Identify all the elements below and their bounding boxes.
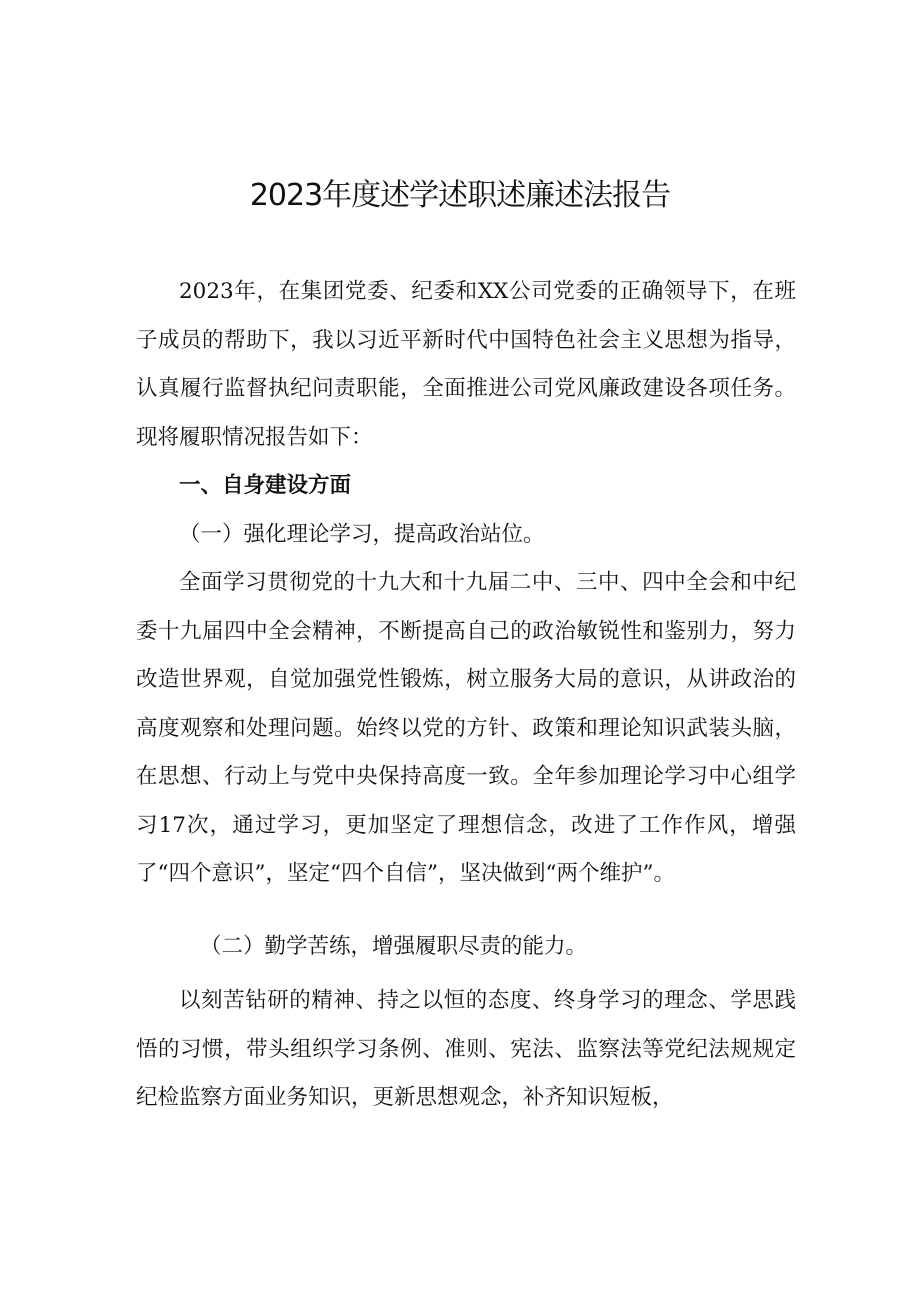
- subsection-body-theory-study: 全面学习贯彻党的十九大和十九届二中、三中、四中全会和中纪委十九届四中全会精神，不断提高自己的政治敏锐性和鉴别力，努力改造世界观，自觉加强党性锻炼，树立服务大局的意识，从讲政治的高度观察和处理问题。始终以党的方针、政策和理论知识武装头脑，在思想、行动上与党中央保持高度一致。全年参加理论学习中心组学习17次，通过学习，更加坚定了理想信念，改进了工作作风，增强了“四个意识”，坚定“四个自信”，坚决做到“两个维护”。: [136, 570, 796, 886]
- intro-paragraph: 2023年，在集团党委、纪委和XX公司党委的正确领导下，在班子成员的帮助下，我以习近平新时代中国特色社会主义思想为指导，认真履行监督执纪问责职能，全面推进公司党风廉政建设各项任务。现将履职情况报告如下：: [136, 279, 796, 450]
- document-body: [136, 268, 796, 1123]
- subsection-body-diligent-study: 以刻苦钻研的精神、持之以恒的态度、终身学习的理念、学思践悟的习惯，带头组织学习条例、准则、宪法、监察法等党纪法规规定纪检监察方面业务知识，更新思想观念，补齐知识短板，: [136, 988, 796, 1110]
- subsection-heading-diligent-study: （二）勤学苦练，增强履职尽责的能力。: [200, 933, 588, 959]
- document-title: 2023年度述学述职述廉述法报告: [249, 178, 671, 213]
- section-heading-self-building: 一、自身建设方面: [179, 473, 352, 498]
- subsection-heading-theory-study: （一）强化理论学习，提高政治站位。: [179, 521, 545, 547]
